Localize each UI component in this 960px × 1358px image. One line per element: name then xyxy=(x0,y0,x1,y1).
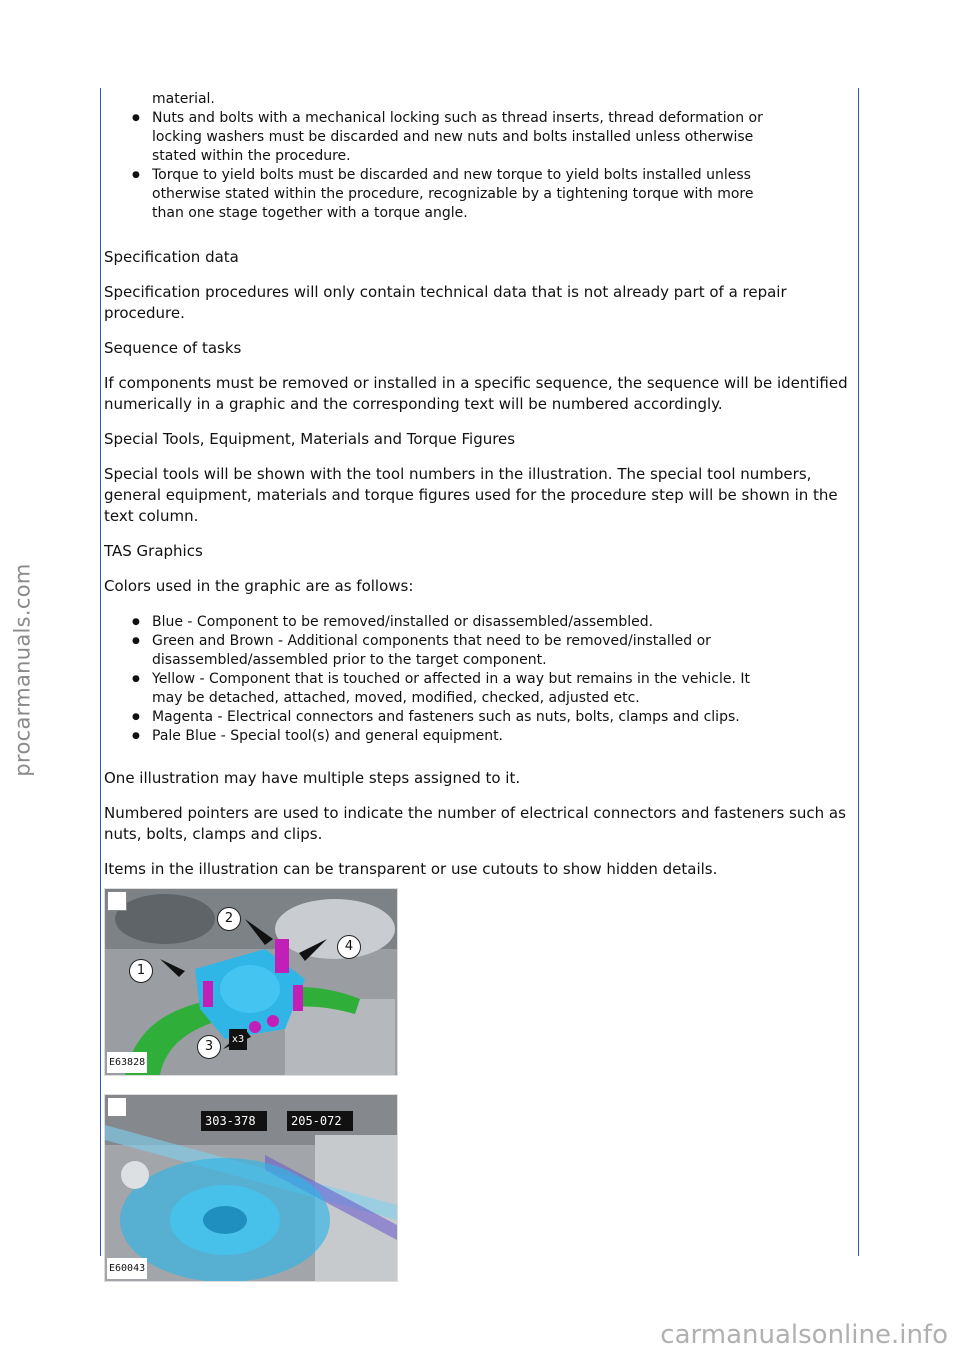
illustration-figure-1 xyxy=(104,888,398,1076)
list-item-line: stated within the procedure. xyxy=(152,148,351,164)
tools-heading: Special Tools, Equipment, Materials and Torque Figures xyxy=(104,430,516,448)
list-item-line: may be detached, attached, moved, modified, checked, adjusted etc. xyxy=(152,690,640,706)
tool-tag-2: 205-072 xyxy=(287,1111,353,1131)
figure-2-label: E60043 xyxy=(107,1258,147,1279)
list-item-line: ● Nuts and bolts with a mechanical locking such as thread inserts, thread deformation or xyxy=(152,110,763,126)
callout-2: 2 xyxy=(217,907,241,931)
list-item xyxy=(152,109,856,166)
list-item-line: ● Torque to yield bolts must be discarded and new torque to yield bolts installed unless xyxy=(152,167,751,183)
tools-text: Special tools will be shown with the tool numbers in the illustration. The special tool numbers, general equipment, materials and torque figures used for the procedure step will be shown in the text column. xyxy=(104,465,838,525)
list-item-line: ● Green and Brown - Additional components that need to be removed/installed or xyxy=(152,633,711,649)
list-item xyxy=(152,670,856,708)
multiplier-label: x3 xyxy=(229,1029,247,1050)
list-item-line: ● Pale Blue - Special tool(s) and general equipment. xyxy=(152,728,504,744)
closing-p1: One illustration may have multiple steps assigned to it. xyxy=(104,769,521,787)
zoom-icon[interactable] xyxy=(107,891,127,911)
right-rule xyxy=(858,88,859,1256)
list-item xyxy=(152,708,856,727)
closing-p2: Numbered pointers are used to indicate the number of electrical connectors and fasteners such as nuts, bolts, clamps and clips. xyxy=(104,804,846,843)
seq-heading: Sequence of tasks xyxy=(104,339,242,357)
side-watermark-text: procarmanuals.com xyxy=(11,563,35,777)
illustration-figure-2 xyxy=(104,1094,398,1282)
callout-4: 4 xyxy=(337,935,361,959)
list-item xyxy=(152,613,856,632)
list-item xyxy=(152,632,856,670)
list-item xyxy=(152,166,856,223)
list-item xyxy=(152,727,856,746)
bullet-list-colors xyxy=(104,613,856,746)
callout-1: 1 xyxy=(129,959,153,983)
list-item-line: ● Magenta - Electrical connectors and fasteners such as nuts, bolts, clamps and clips. xyxy=(152,709,740,725)
colors-intro: Colors used in the graphic are as follows: xyxy=(104,577,414,595)
tas-heading: TAS Graphics xyxy=(104,542,203,560)
bullet-list-top xyxy=(104,109,856,223)
zoom-icon[interactable] xyxy=(107,1097,127,1117)
list-item-line: locking washers must be discarded and new nuts and bolts installed unless otherwise xyxy=(152,129,754,145)
seq-text: If components must be removed or installed in a specific sequence, the sequence will be identified numerically in a graphic and the corresponding text will be numbered accordingly. xyxy=(104,374,848,413)
list-item-line: disassembled/assembled prior to the target component. xyxy=(152,652,547,668)
closing-p3: Items in the illustration can be transparent or use cutouts to show hidden details. xyxy=(104,860,718,878)
spec-text: Specification procedures will only contain technical data that is not already part of a repair procedure. xyxy=(104,283,787,322)
callout-3: 3 xyxy=(197,1035,221,1059)
figure-1-drawing xyxy=(105,889,397,1075)
left-rule xyxy=(100,88,101,1256)
document-body xyxy=(104,90,856,1282)
list-item-line: otherwise stated within the procedure, recognizable by a tightening torque with more xyxy=(152,186,754,202)
list-item-line: ● Blue - Component to be removed/installed or disassembled/assembled. xyxy=(152,614,654,630)
list-item-line: ● Yellow - Component that is touched or affected in a way but remains in the vehicle. It xyxy=(152,671,751,687)
figure-1-label: E63828 xyxy=(107,1052,147,1073)
tool-tag-1: 303-378 xyxy=(201,1111,267,1131)
bottom-watermark: carmanualsonline.info xyxy=(660,1320,948,1350)
list-item-line: than one stage together with a torque angle. xyxy=(152,205,468,221)
spec-heading: Specification data xyxy=(104,248,239,266)
intro-continuation: material. xyxy=(152,91,215,107)
side-watermark xyxy=(6,540,40,800)
